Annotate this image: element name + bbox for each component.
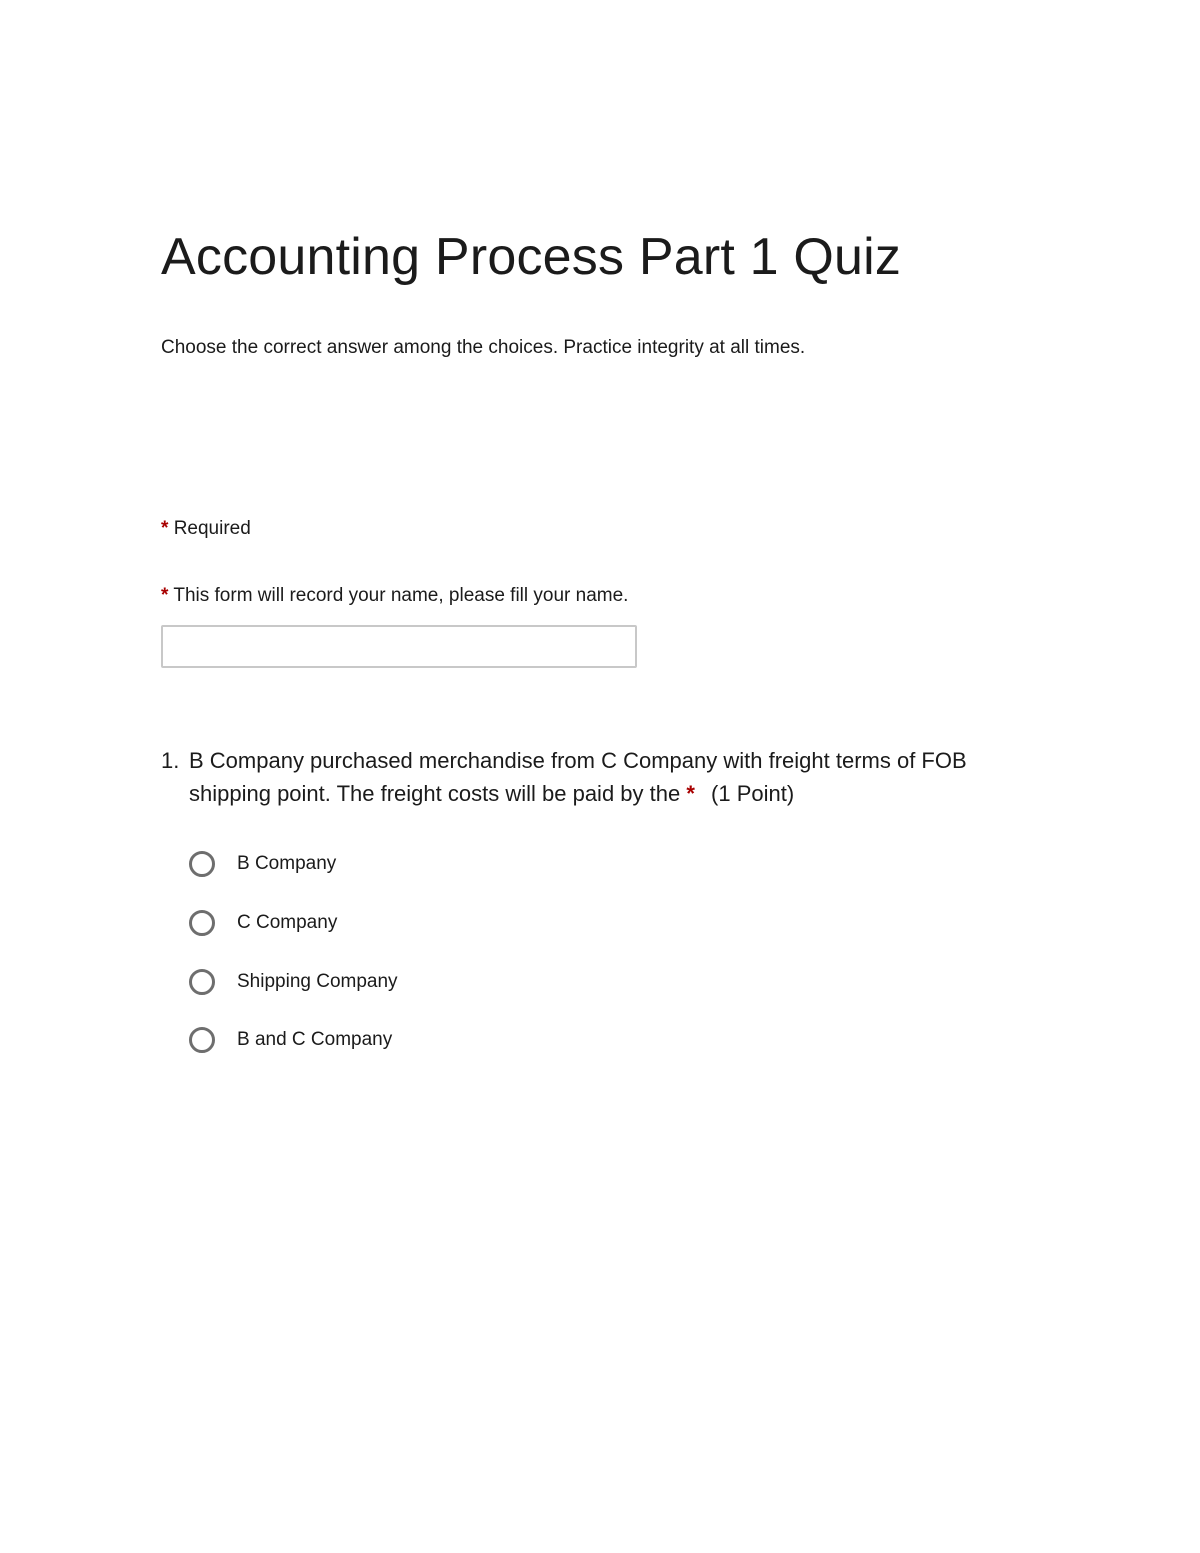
option-label: C Company [237,912,338,933]
radio-button[interactable] [189,910,215,936]
required-asterisk: * [686,781,695,806]
radio-button[interactable] [189,851,215,877]
option-shipping-company[interactable] [189,964,398,1000]
option-label: Shipping Company [237,971,398,992]
option-c-company[interactable] [189,905,337,941]
name-input[interactable] [161,625,637,668]
question-text-block [189,744,1001,810]
required-asterisk: * [161,518,169,539]
option-b-and-c-company[interactable] [189,1022,392,1058]
question-1 [161,744,1001,810]
question-text: B Company purchased merchandise from C Company with freight terms of FOB shipping point. The freight costs will be paid by the [189,748,967,806]
option-label: B and C Company [237,1029,393,1050]
question-points: (1 Point) [711,781,795,806]
name-question-text: This form will record your name, please fill your name. [173,585,629,606]
required-asterisk: * [161,585,169,606]
form-title: Accounting Process Part 1 Quiz [161,228,902,286]
required-label: Required [173,518,251,539]
name-question-label [161,584,628,608]
required-note [161,517,251,541]
radio-button[interactable] [189,1027,215,1053]
question-number: 1. [161,748,180,773]
radio-button[interactable] [189,969,215,995]
option-label: B Company [237,853,337,874]
option-b-company[interactable] [189,846,336,882]
form-description: Choose the correct answer among the choices. Practice integrity at all times. [161,337,806,358]
